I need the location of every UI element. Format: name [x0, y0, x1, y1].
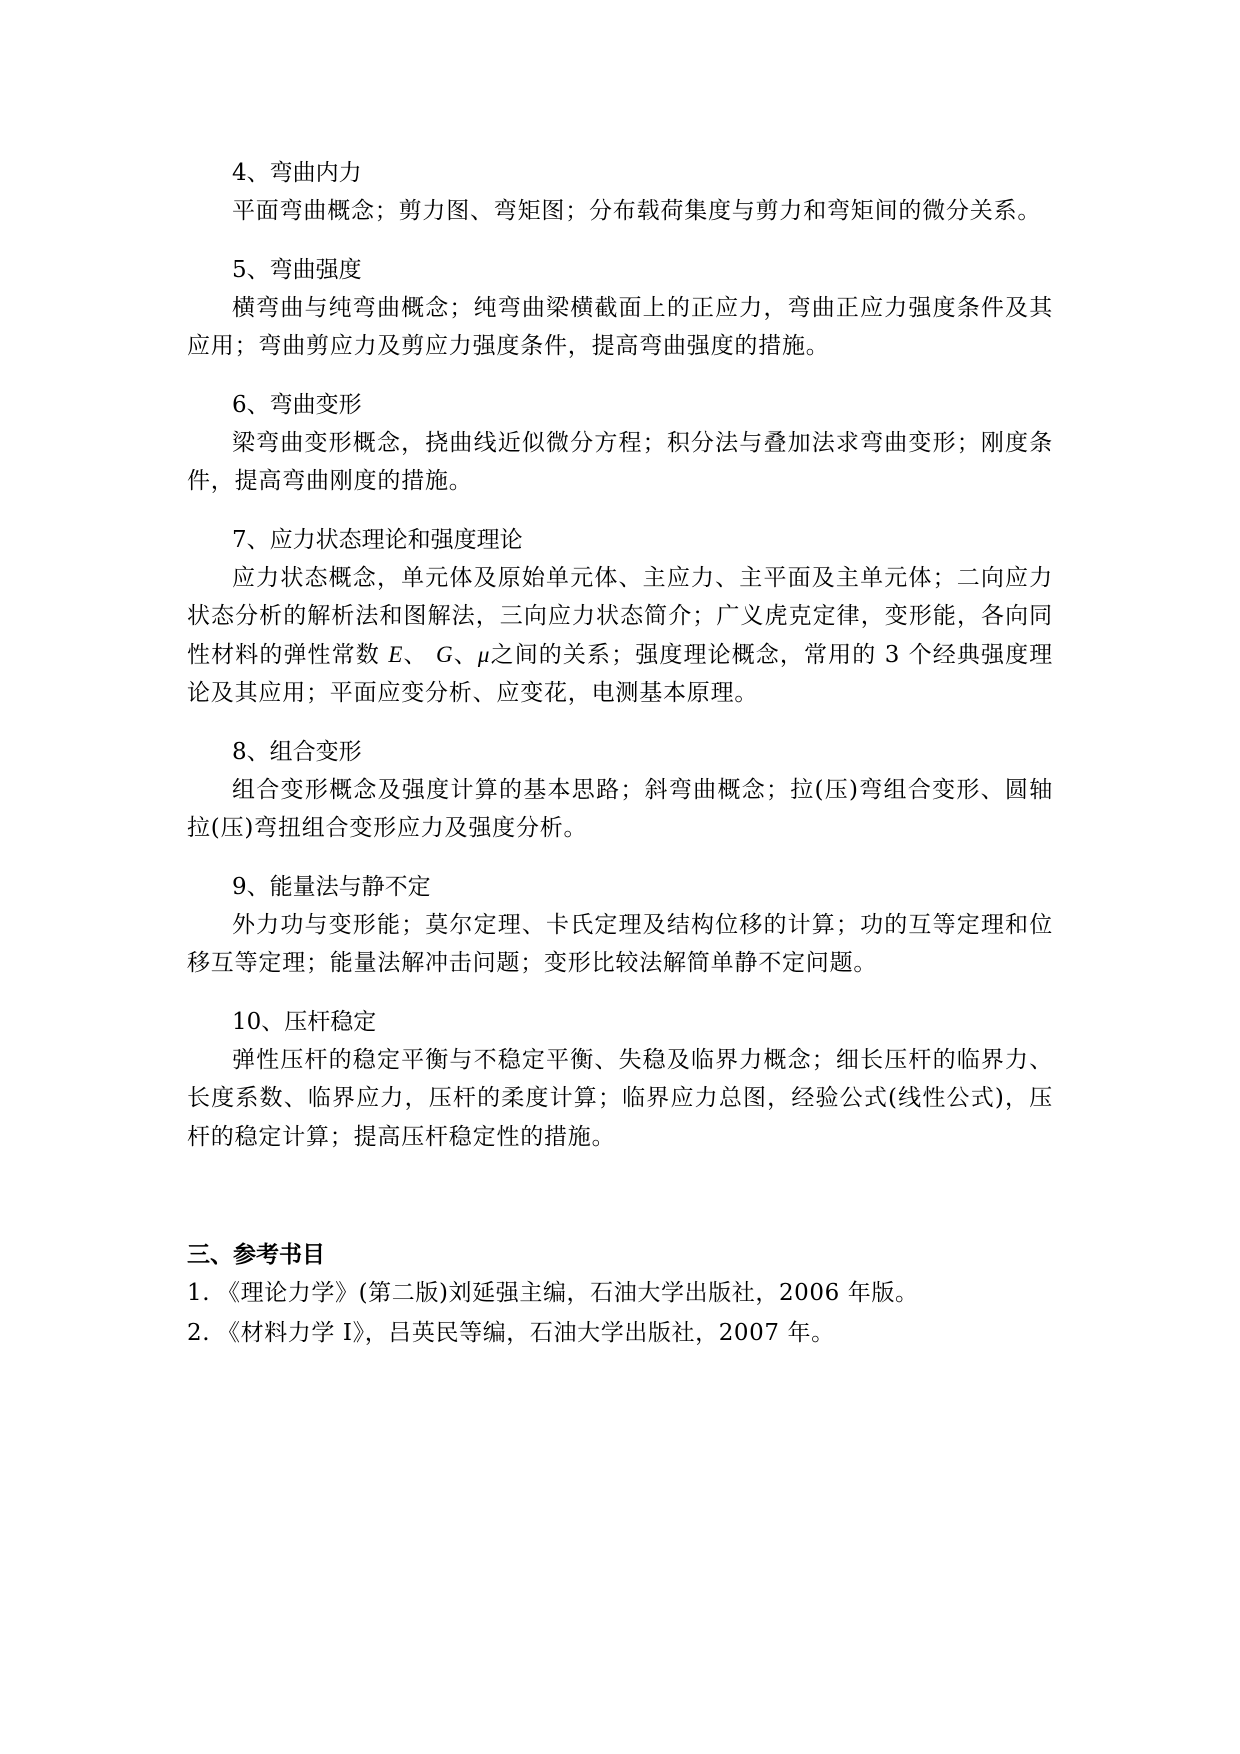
section-body: 外力功与变形能；莫尔定理、卡氏定理及结构位移的计算；功的互等定理和位移互等定理；能量法解冲击问题；变形比较法解简单静不定问题。 — [187, 911, 1053, 976]
references-section — [187, 1237, 1053, 1353]
separator: 、 — [453, 641, 478, 668]
body-text: 应力状态概念，单元体及原始单元体、主应力、主平面及主单元体；二向应力状态分析的解析法和图解法，三向应力状态简介；广义虎克定律，变形能，各向同性材料的弹性常数 — [187, 564, 1053, 668]
reference-item — [187, 1273, 1053, 1313]
section-column-stability — [187, 1003, 1053, 1157]
reference-item — [187, 1313, 1053, 1353]
section-heading: 9、能量法与静不定 — [232, 873, 431, 900]
section-combined-deformation — [187, 733, 1053, 848]
section-body — [187, 559, 1053, 713]
section-heading: 8、组合变形 — [232, 738, 362, 765]
syllabus-content — [187, 154, 1053, 1176]
section-energy-method — [187, 868, 1053, 983]
section-body: 组合变形概念及强度计算的基本思路；斜弯曲概念；拉(压)弯组合变形、圆轴拉(压)弯扭组合变形应力及强度分析。 — [187, 776, 1053, 841]
symbol-shear-modulus: G — [436, 641, 454, 667]
section-heading: 5、弯曲强度 — [232, 256, 362, 283]
section-body: 弹性压杆的稳定平衡与不稳定平衡、失稳及临界力概念；细长压杆的临界力、长度系数、临界应力，压杆的柔度计算；临界应力总图，经验公式(线性公式)，压杆的稳定计算；提高压杆稳定性的措施。 — [187, 1046, 1053, 1150]
reference-number: 1. — [187, 1280, 211, 1306]
references-title: 三、参考书目 — [187, 1242, 325, 1268]
section-bending-internal-force — [187, 154, 1053, 231]
symbol-elastic-modulus: E — [388, 641, 404, 667]
section-bending-strength — [187, 251, 1053, 366]
section-body: 横弯曲与纯弯曲概念；纯弯曲梁横截面上的正应力，弯曲正应力强度条件及其应用；弯曲剪应力及剪应力强度条件，提高弯曲强度的措施。 — [187, 294, 1053, 359]
reference-number: 2. — [187, 1320, 211, 1346]
section-stress-state-theory — [187, 521, 1053, 713]
section-heading: 6、弯曲变形 — [232, 391, 362, 418]
section-heading: 4、弯曲内力 — [232, 160, 362, 186]
body-text: 之间的关系；强度理论概念，常用的 3 个经典强度理论及其应用；平面应变分析、应变花，电测基本原理。 — [187, 641, 1054, 706]
reference-text: 《材料力学 I》，吕英民等编，石油大学出版社，2007 年。 — [217, 1320, 835, 1346]
section-body: 梁弯曲变形概念，挠曲线近似微分方程；积分法与叠加法求弯曲变形；刚度条件，提高弯曲刚度的措施。 — [187, 429, 1053, 494]
section-body: 平面弯曲概念；剪力图、弯矩图；分布载荷集度与剪力和弯矩间的微分关系。 — [232, 198, 1042, 224]
section-heading: 7、应力状态理论和强度理论 — [232, 526, 523, 553]
symbol-poisson-ratio: μ — [477, 641, 491, 667]
reference-text: 《理论力学》(第二版)刘延强主编，石油大学出版社，2006 年版。 — [217, 1280, 919, 1306]
section-bending-deformation — [187, 386, 1053, 501]
separator: 、 — [403, 641, 437, 668]
section-heading: 10、压杆稳定 — [232, 1008, 377, 1035]
